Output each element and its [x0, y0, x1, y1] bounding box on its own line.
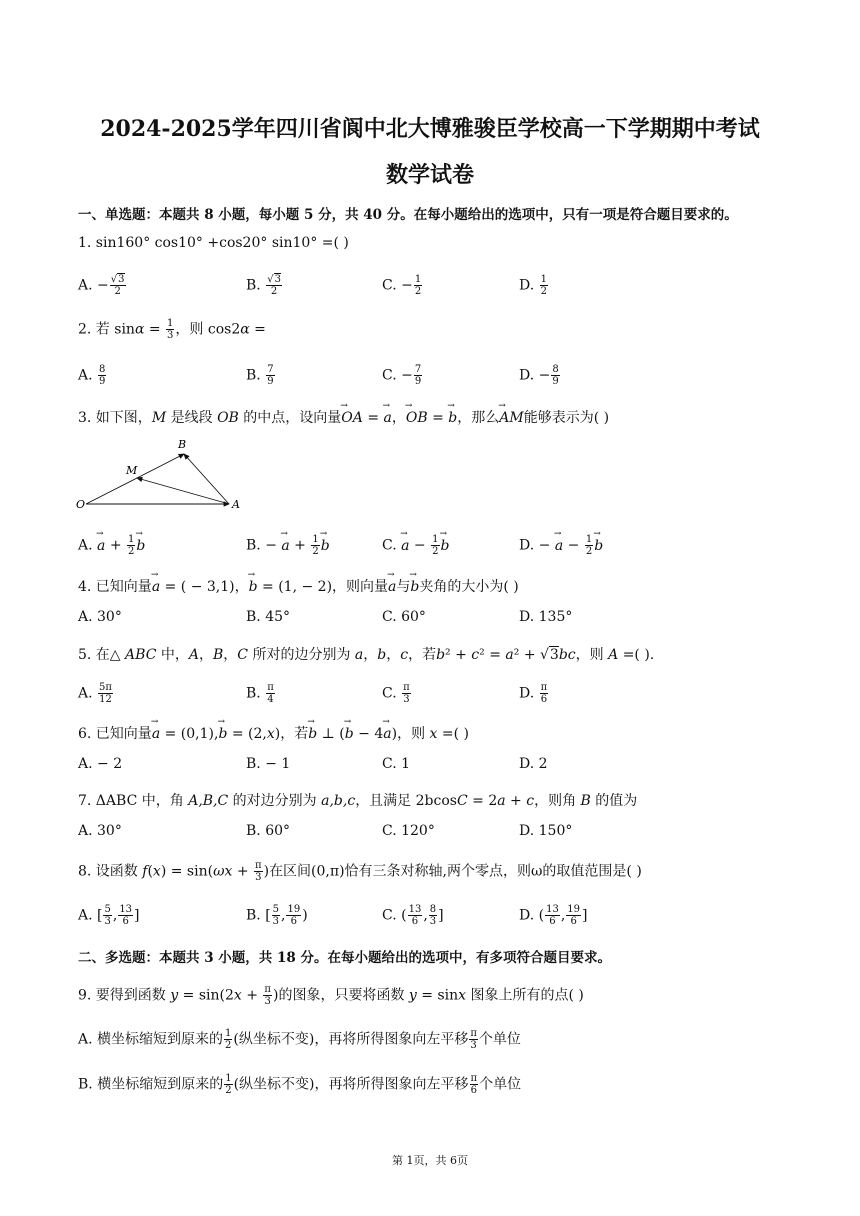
q6-option-a: A. − 2 — [78, 756, 123, 772]
q8-option-b: B. [ $\frac{5}{3}$ , $\frac{19}{6}$ ) — [246, 904, 308, 927]
q2-option-b: B. $\frac{7}{9}$ — [246, 364, 274, 387]
q7-option-b: B. 60° — [246, 823, 291, 839]
q7-option-a: A. 30° — [78, 823, 122, 839]
q2-option-d: D. − $\frac{8}{9}$ — [519, 364, 559, 387]
q6-option-b: B. − 1 — [246, 756, 291, 772]
q3-vector-diagram — [76, 436, 246, 514]
q7-option-c: C. 120° — [382, 823, 435, 839]
vector-am-line — [137, 478, 229, 504]
q2-option-c: C. − $\frac{7}{9}$ — [382, 364, 422, 387]
label-m: M — [126, 464, 138, 477]
q9-option-b: B. 横坐标缩短到原来的 $\frac{1}{2}$ (纵坐标不变)，再将所得图象向左平移 $\frac{\pi}{6}$ 个单位 — [78, 1073, 522, 1096]
q2-option-a: A. $\frac{8}{9}$ — [78, 364, 106, 387]
q6-option-c: C. 1 — [382, 756, 411, 772]
q5-option-d: D. $\frac{\pi}{6}$ — [519, 682, 548, 705]
q1-option-a: A. − $\frac{√3}{2}$ — [78, 274, 125, 297]
question-3: 3. 如下图，M 是线段 OB 的中点，设向量→ OA = → a，→ OB = → b，那么→ AM能够表示为( ) — [78, 407, 609, 427]
q5-option-b: B. $\frac{\pi}{4}$ — [246, 682, 274, 705]
section-multi-choice: 二、多选题：本题共 3 小题，共 18 分。在每小题给出的选项中，有多项符合题目要求。 — [78, 950, 611, 966]
q3-option-b: B. − → a + $\frac{1}{2}$ → b — [246, 534, 330, 557]
question-4: 4. 已知向量→ a = ( − 3,1)，→ b = (1, − 2)，则向量→ a与→ b夹角的大小为( ) — [78, 576, 519, 596]
q1-option-d: D. $\frac{1}{2}$ — [519, 274, 548, 297]
q8-option-a: A. [ $\frac{5}{3}$ , $\frac{13}{6}$ ] — [78, 904, 140, 927]
q7-option-d: D. 150° — [519, 823, 573, 839]
question-1: 1. sin160° cos10° +cos20° sin10° =( ) — [78, 235, 349, 251]
q1-option-c: C. − $\frac{1}{2}$ — [382, 274, 422, 297]
question-6: 6. 已知向量→ a = (0,1),→ b = (2,x)，若→ b ⊥ (→ b − 4→ a)，则 x =( ) — [78, 723, 469, 743]
page-footer: 第 1页，共 6页 — [392, 1154, 468, 1167]
vector-ob-line — [86, 454, 184, 504]
q4-option-a: A. 30° — [78, 609, 122, 625]
label-b: B — [178, 438, 187, 451]
q5-option-a: A. $\frac{5\pi}{12}$ — [78, 682, 112, 705]
question-7: 7. ΔABC 中，角 A,B,C 的对边分别为 a,b,c，且满足 2bcosC = 2a + c，则角 B 的值为 — [78, 793, 638, 809]
q1-option-b: B. $\frac{√3}{2}$ — [246, 274, 281, 297]
section-single-choice: 一、单选题：本题共 8 小题，每小题 5 分，共 40 分。在每小题给出的选项中，只有一项是符合题目要求的。 — [78, 207, 738, 223]
segment-ab-line — [184, 454, 229, 504]
q6-option-d: D. 2 — [519, 756, 548, 772]
q4-option-d: D. 135° — [519, 609, 573, 625]
exam-subtitle: 数学试卷 — [385, 162, 474, 188]
q3-option-c: C. → a − $\frac{1}{2}$ → b — [382, 534, 449, 557]
question-2: 2. 若 sinα = $\frac{1}{3}$ ，则 cos2α = — [78, 318, 266, 341]
q8-option-c: C. ( $\frac{13}{6}$ , $\frac{8}{3}$ ] — [382, 904, 444, 927]
label-o: O — [76, 498, 86, 511]
q9-option-a: A. 横坐标缩短到原来的 $\frac{1}{2}$ (纵坐标不变)，再将所得图象向左平移 $\frac{\pi}{3}$ 个单位 — [78, 1028, 521, 1051]
q4-option-c: C. 60° — [382, 609, 426, 625]
question-9: 9. 要得到函数 y = sin(2x + $\frac{\pi}{3}$ )的图象，只要将函数 y = sinx 图象上所有的点( ) — [78, 984, 584, 1007]
q4-option-b: B. 45° — [246, 609, 291, 625]
label-a: A — [232, 498, 240, 511]
question-8: 8. 设函数 f(x) = sin(ωx + $\frac{\pi}{3}$ )在区间(0,π)恰有三条对称轴,两个零点，则ω的取值范围是( ) — [78, 860, 642, 883]
q5-option-c: C. $\frac{\pi}{3}$ — [382, 682, 410, 705]
q3-option-a: A. → a + $\frac{1}{2}$ → b — [78, 534, 145, 557]
q8-option-d: D. ( $\frac{13}{6}$ , $\frac{19}{6}$ ] — [519, 904, 588, 927]
exam-title: 2024-2025学年四川省阆中北大博雅骏臣学校高一下学期期中考试 — [100, 116, 760, 142]
q3-option-d: D. − → a − $\frac{1}{2}$ → b — [519, 534, 603, 557]
question-5: 5. 在△ ABC 中，A，B，C 所对的边分别为 a，b，c，若b² + c² = a² + √3bc，则 A =( ). — [78, 647, 655, 663]
